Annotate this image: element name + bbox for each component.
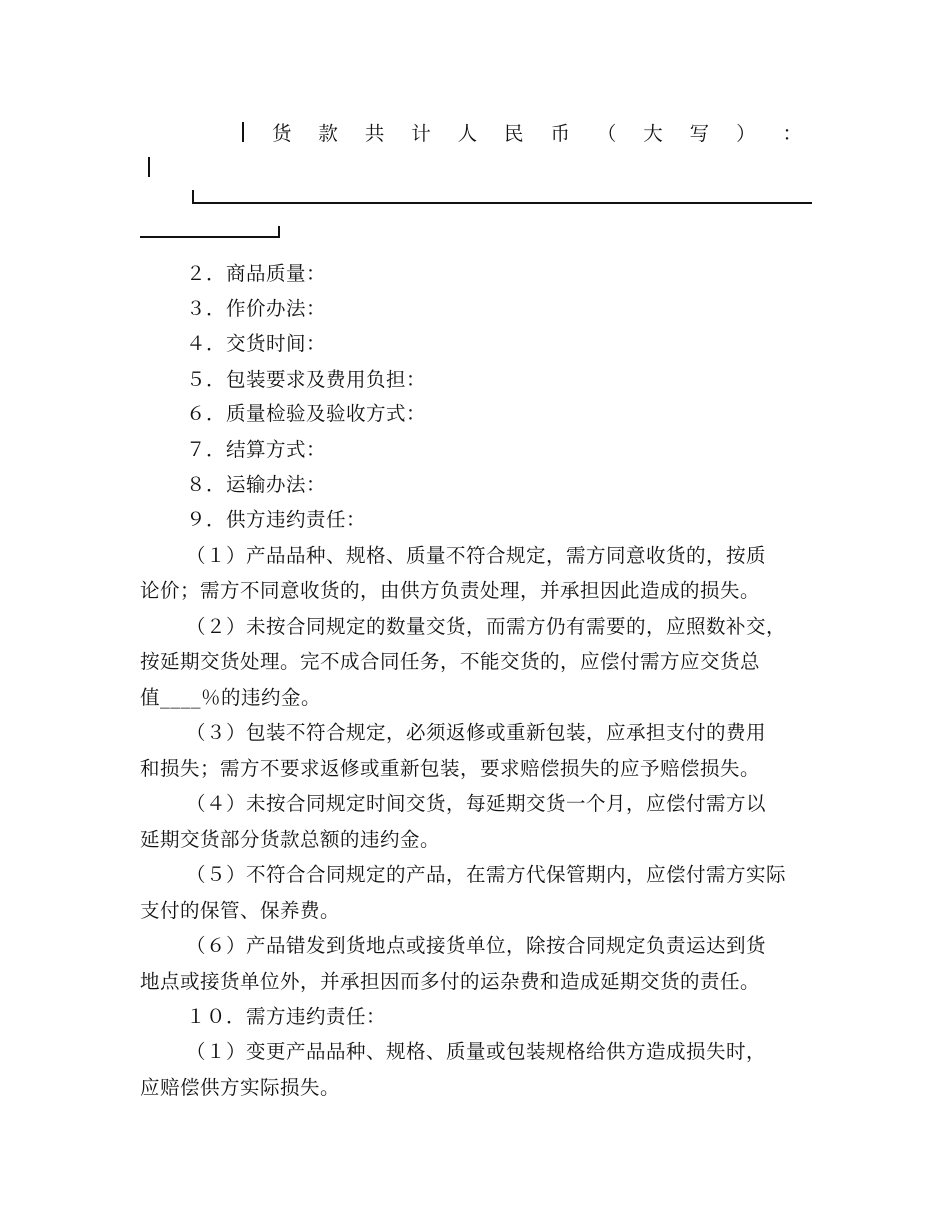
- header-char: ：: [782, 122, 802, 145]
- header-char: 人: [457, 122, 478, 145]
- paragraph-line: 支付的保管、保养费。: [140, 899, 341, 922]
- blank-underline-2: [140, 236, 280, 238]
- paragraph-line: （４）未按合同规定时间交货，每延期交货一个月，应偿付需方以: [186, 792, 767, 815]
- paragraph-line: （３）包装不符合规定，必须返修或重新包装，应承担支付的费用: [186, 721, 767, 744]
- clause-5-packaging: ５．包装要求及费用负担：: [186, 368, 427, 391]
- blank-underline-1: [192, 202, 812, 204]
- paragraph-line: （２）未按合同规定的数量交货，而需方仍有需要的，应照数补交，: [186, 615, 787, 638]
- paragraph-line: 值____％的违约金。: [140, 686, 322, 709]
- header-char: ）: [736, 122, 756, 145]
- paragraph-line: 按延期交货处理。完不成合同任务，不能交货的，应偿付需方应交货总: [140, 650, 761, 673]
- header-char: （: [596, 122, 617, 145]
- header-char: 币: [550, 122, 570, 145]
- left-edge-bar: [148, 157, 150, 177]
- header-char: 款: [318, 122, 338, 145]
- clause-3-pricing: ３．作价办法：: [186, 297, 327, 320]
- paragraph-line: （１）变更产品品种、规格、质量或包装规格给供方造成损失时，: [186, 1040, 767, 1063]
- header-char: 货: [272, 122, 292, 145]
- left-bracket-bar: [242, 122, 244, 142]
- header-char: 写: [689, 122, 710, 145]
- total-amount-header: [272, 116, 802, 152]
- paragraph-line: （６）产品错发到货地点或接货单位，除按合同规定负责运达到货: [186, 934, 767, 957]
- header-char: 民: [504, 122, 524, 145]
- paragraph-line: 和损失；需方不要求返修或重新包装，要求赔偿损失的应予赔偿损失。: [140, 757, 761, 780]
- clause-10-buyer-liability: １０．需方违约责任：: [186, 1005, 387, 1028]
- clause-4-delivery-time: ４．交货时间：: [186, 332, 327, 355]
- paragraph-line: 论价；需方不同意收货的，由供方负责处理，并承担因此造成的损失。: [140, 579, 761, 602]
- clause-7-settlement: ７．结算方式：: [186, 438, 327, 461]
- paragraph-line: （５）不符合合同规定的产品，在需方代保管期内，应偿付需方实际: [186, 863, 787, 886]
- blank-right-tick: [278, 226, 280, 238]
- header-char: 共: [364, 122, 385, 145]
- clause-9-supplier-liability: ９．供方违约责任：: [186, 508, 367, 531]
- clause-2-quality: ２．商品质量：: [186, 262, 327, 285]
- paragraph-line: 地点或接货单位外，并承担因而多付的运杂费和造成延期交货的责任。: [140, 970, 761, 993]
- header-char: 计: [411, 122, 431, 145]
- paragraph-line: 应赔偿供方实际损失。: [140, 1076, 341, 1099]
- paragraph-line: （１）产品品种、规格、质量不符合规定，需方同意收货的，按质: [186, 544, 767, 567]
- header-char: 大: [643, 122, 663, 145]
- paragraph-line: 延期交货部分货款总额的违约金。: [140, 828, 441, 851]
- clause-6-inspection: ６．质量检验及验收方式：: [186, 402, 427, 425]
- clause-8-transport: ８．运输办法：: [186, 473, 327, 496]
